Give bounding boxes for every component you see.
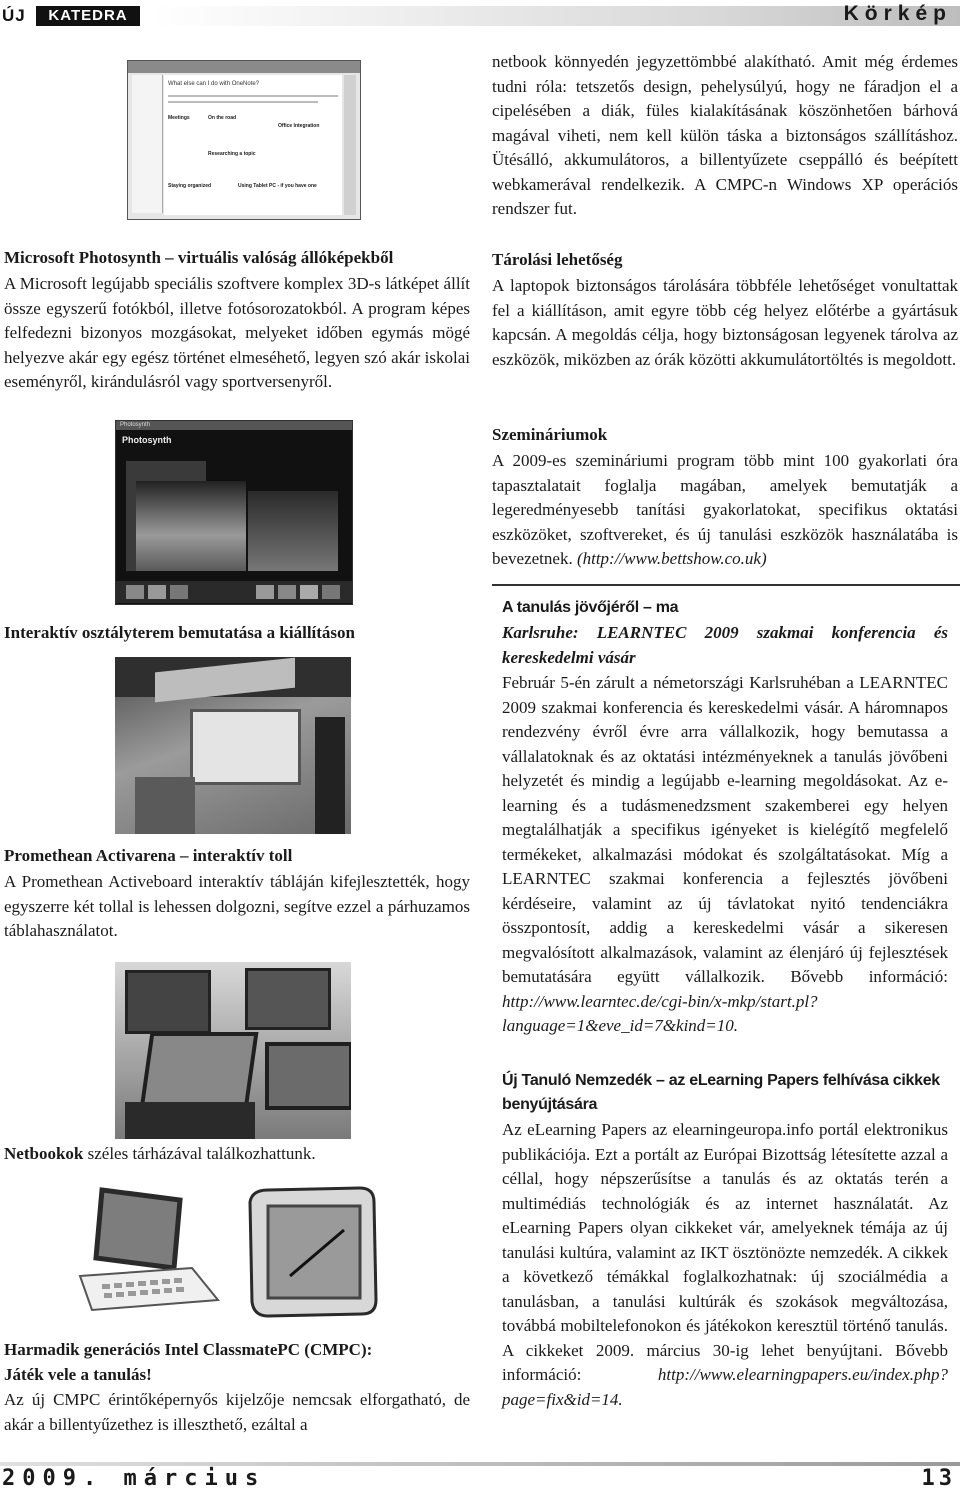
cmpc-photo [72,1180,388,1326]
section-title: Körkép [843,2,952,25]
cmpc-title-1: Harmadik generációs Intel ClassmatePC (CMPC): [4,1340,373,1359]
future-subtitle: Karlsruhe: LEARNTEC 2009 szakmai konferencia és kereskedelmi vásár [502,623,948,667]
footer-date: 2009. március [2,1466,266,1491]
netbooks-photo [115,962,351,1139]
logo-prefix: ÚJ [2,6,26,25]
seminars-body [492,449,958,572]
elearning-link[interactable]: http://www.elearningpapers.eu/index.php?page=fix&id=14. [502,1365,948,1409]
elearning-title: Új Tanuló Nemzedék – az eLearning Papers felhívása cikkek benyújtására [502,1072,940,1113]
continuation-text: netbook könnyedén jegyzettömbbé alakítható. Amit még érdemes tudni róla: tetszetős design, pehelysúlyú, hogy ne fáradjon el a cipelésében a diák, füles kialakításának köszönhetően bárhová magával viheti, nem kell külön táska a biztonságos szállításhoz. Ütésálló, akkumulátoros, a billentyűzete cseppálló és beépített webkamerával rendelkezik. A CMPC-n Windows XP operációs rendszer fut. [492,52,958,218]
promethean-title: Promethean Activarena – interaktív toll [4,846,293,865]
onenote-screenshot [127,60,361,220]
onenote-office: Office Integration [278,123,320,129]
header-bar [150,6,960,26]
netbooks-caption-bold: Netbookok [4,1144,84,1163]
onenote-tablet: Using Tablet PC - if you have one [238,183,317,189]
promethean-body: A Promethean Activeboard interaktív tábláján kifejlesztették, hogy egyszerre két tollal is lehessen dolgozni, segítve ezzel a párhuzamos táblahasználatot. [4,872,470,940]
onenote-meetings: Meetings [168,115,190,121]
page-number: 13 [921,1466,956,1491]
photosynth-title: Microsoft Photosynth – virtuális valóság állóképekből [4,248,394,267]
logo-name: KATEDRA [36,6,140,26]
photosynth-body: A Microsoft legújabb speciális szoftvere komplex 3D-s látképet állít össze egyszerű fotókból, illetve fotósorozatokból. A program képes felfedezni bizonyos mozgásokat, melyeket időben egymás mögé helyezve akár egy egész történet elmeséhető, legyen szó akár iskolai eseményről, kirándulásról vagy sportversenyről. [4,274,470,391]
photosynth-screenshot [115,420,353,605]
photosynth-brand: Photosynth [122,435,172,445]
cmpc-body: Az új CMPC érintőképernyős kijelzője nemcsak elforgatható, de akár a billentyűzethez is illeszthető, ezáltal a [4,1390,470,1434]
divider [492,584,960,586]
future-text: Február 5-én zárult a németországi Karlsruhéban a LEARNTEC 2009 szakmai konferencia és kereskedelmi vásár. A háromnapos rendezvény évről évre arra vállalkozik, hogy bemutassa a vállalatoknak és az oktatási intézményeknek a tanulás jövőbeni helyzetét és mindig a legújabb e-learning megoldásokat. Az e-learning és a tudásmenedzsment szakemberei egy helyen megtalálhatják a specifikus igényeket is kielégítő megfelelő termékeket, alkalmazási módokat és szolgáltatásokat. Míg a LEARNTEC szakmai konferencia a fejlesztés jövőbeni kérdéseire, valamint az új távlatokat nyitó tendenciákra összpontosít, addig a kereskedelmi vásár a sikeresen megvalósított alkalmazások, valamint az élenjáró új fejlesztések bemutatására együtt vállalkozik. Bővebb információ: [502,673,948,986]
netbooks-caption [4,1142,470,1167]
storage-title: Tárolási lehetőség [492,250,623,269]
onenote-research: Researching a topic [208,151,256,157]
onenote-road: On the road [208,115,237,121]
netbooks-caption-rest: széles tárházával találkozhattunk. [83,1144,316,1163]
future-title: A tanulás jövőjéről – ma [502,599,679,616]
classroom-title: Interaktív osztályterem bemutatása a kiállításon [4,623,355,642]
classroom-photo [115,657,351,834]
onenote-prompt: What else can I do with OneNote? [168,81,260,87]
photosynth-window-title: Photosynth [120,422,151,428]
cmpc-title-2: Játék vele a tanulás! [4,1365,152,1384]
storage-body: A laptopok biztonságos tárolására többféle lehetőséget vonultattak fel a kiállításon, amit egyre több cég helyez előtérbe a gyártásuk kapcsán. A megoldás célja, hogy biztonságosan legyenek tárolva az eszközök, miközben az órák közötti akkumulátortöltés is megoldott. [492,276,958,369]
future-body [502,671,948,1039]
seminars-title: Szemináriumok [492,425,608,444]
elearning-body [502,1118,948,1412]
elearning-text: Az eLearning Papers az elearningeuropa.info portál elektronikus publikációja. Ezt a portált az Európai Bizottság létesítette azzal a céllal, hogy népszerűsítse a tanulás és az oktatás terén a multimédiás technológiák és az internet használatát. Az eLearning Papers olyan cikkeket vár, amelyeknek témája az új tanulási kultúra, valamint az IKT ösztönözte nemzedék. A cikkek a következő témákkal foglalkozhatnak: új szociálmédia a tanulásban, a tanulási kultúrák és szokások megváltozása, továbbá mobiltelefonokon és játékokon keresztül történő tanulás. A cikkeket 2009. március 30-ig lehet benyújtani. Bővebb információ: [502,1120,948,1384]
seminars-text: A 2009-es szemináriumi program több mint 100 gyakorlati óra tapasztalatait foglalja magában, amelyek bemutatják a legeredményesebb tanítási gyakorlatokat, specifikus oktatási eszközöket, szoftvereket, és új tanulási eszközök használatába is bevezetnek. [492,451,958,568]
future-link[interactable]: http://www.learntec.de/cgi-bin/x-mkp/start.pl?language=1&eve_id=7&kind=10. [502,991,818,1035]
onenote-staying: Staying organized [168,183,212,189]
seminars-link[interactable]: (http://www.bettshow.co.uk) [576,549,767,568]
